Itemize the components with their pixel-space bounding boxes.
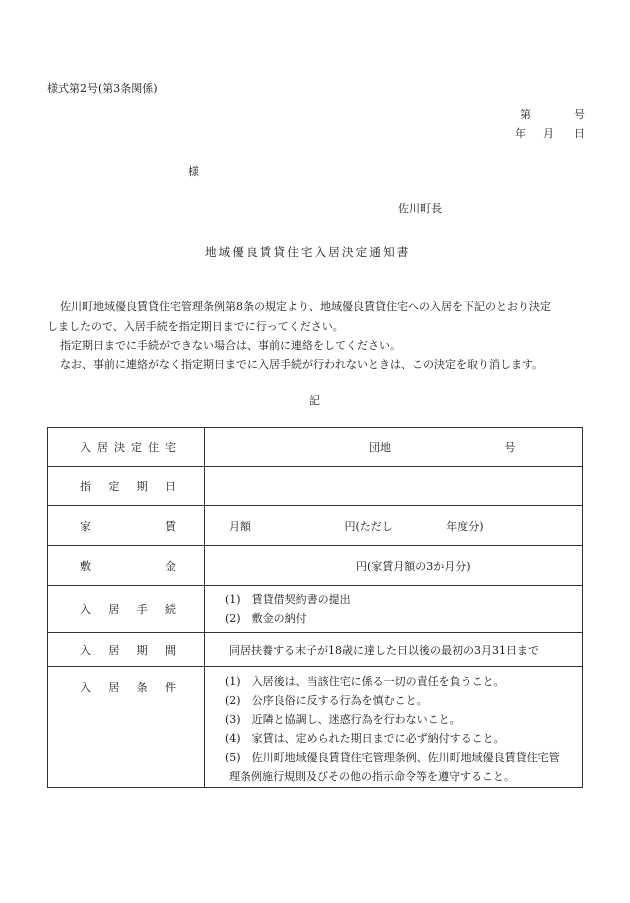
label-char: 手 xyxy=(136,603,148,616)
deposit-value: 円(家賃月額の3か月分) xyxy=(356,559,471,573)
designated-date-label-cell xyxy=(48,467,205,506)
danchi-text: 団地 xyxy=(369,441,391,454)
document-title: 地域優良賃貸住宅入居決定通知書 xyxy=(205,245,411,259)
label-char: 住 xyxy=(148,441,159,454)
label-char: 条 xyxy=(136,681,148,694)
conditions-value-cell xyxy=(205,667,583,788)
period-value-cell xyxy=(205,633,583,667)
conditions-label-cell xyxy=(48,667,205,788)
rent-label xyxy=(80,518,176,534)
label-char: 件 xyxy=(164,681,176,694)
rent-monthly: 月額 xyxy=(229,519,251,533)
body-line-1: 佐川町地域優良賃貸住宅管理条例第8条の規定より、地域優良賃貸住宅への入居を下記のとおり決定 xyxy=(60,300,551,313)
date-year: 年 xyxy=(515,127,526,140)
label-char: 金 xyxy=(165,559,176,573)
rent-label-cell xyxy=(48,506,205,546)
label-char: 居 xyxy=(108,643,120,657)
doc-number-dai: 第 xyxy=(520,108,531,121)
label-char: 定 xyxy=(131,441,142,454)
label-char: 日 xyxy=(164,480,176,493)
row-rent xyxy=(48,506,583,546)
label-char: 入 xyxy=(80,643,91,657)
form-number: 様式第2号(第3条関係) xyxy=(47,82,158,95)
body-line-4: なお、事前に連絡がなく指定期日までに入居手続が行われないときは、この決定を取り消します。 xyxy=(60,358,544,371)
rent-value-cell xyxy=(205,506,583,546)
deposit-label-cell xyxy=(48,546,205,586)
procedure-label-cell xyxy=(48,586,205,633)
rent-fiscal-year: 年度分) xyxy=(446,519,484,533)
period-label xyxy=(80,642,176,658)
procedure-label xyxy=(80,601,176,617)
procedure-item-2: (2) 敷金の納付 xyxy=(225,612,307,625)
period-value: 同居扶養する末子が18歳に達した日以後の最初の3月31日まで xyxy=(229,643,539,657)
label-char: 敷 xyxy=(80,559,91,573)
condition-item-2: (2) 公序良俗に反する行為を慎むこと。 xyxy=(225,694,428,707)
body-line-3: 指定期日までに手続ができない場合は、事前に連絡をしてください。 xyxy=(60,339,401,352)
date-month: 月 xyxy=(543,127,554,140)
label-char: 居 xyxy=(108,681,120,694)
label-char: 入 xyxy=(80,681,91,694)
label-char: 決 xyxy=(114,441,125,454)
conditions-label xyxy=(80,679,176,695)
label-char: 期 xyxy=(136,643,148,657)
label-char: 賃 xyxy=(165,519,176,533)
designated-date-label xyxy=(80,478,176,494)
go-text: 号 xyxy=(504,441,516,454)
label-char: 指 xyxy=(80,480,91,493)
condition-item-1: (1) 入居後は、当該住宅に係る一切の責任を負うこと。 xyxy=(225,675,505,688)
label-char: 続 xyxy=(164,603,176,616)
label-char: 定 xyxy=(108,480,120,493)
recipient-suffix: 様 xyxy=(188,165,199,178)
row-conditions xyxy=(48,667,583,788)
designated-date-value-cell[interactable] xyxy=(205,467,583,506)
label-char: 居 xyxy=(97,441,108,454)
deposit-value-cell xyxy=(205,546,583,586)
procedure-item-1: (1) 賃貸借契約書の提出 xyxy=(225,593,351,606)
residence-label xyxy=(80,439,176,455)
ki-marker: 記 xyxy=(309,394,320,407)
form-table xyxy=(47,427,583,788)
row-procedure xyxy=(48,586,583,633)
label-char: 家 xyxy=(80,519,91,533)
period-label-cell xyxy=(48,633,205,667)
rent-yen-note: 円(ただし xyxy=(344,519,393,533)
label-char: 居 xyxy=(108,603,120,616)
row-designated-date xyxy=(48,467,583,506)
row-period xyxy=(48,633,583,667)
row-residence xyxy=(48,428,583,467)
label-char: 間 xyxy=(164,643,176,657)
label-char: 入 xyxy=(80,603,91,616)
sender: 佐川町長 xyxy=(398,202,442,215)
residence-value-cell xyxy=(205,428,583,467)
condition-item-3: (3) 近隣と協調し、迷惑行為を行わないこと。 xyxy=(225,713,461,726)
label-char: 入 xyxy=(80,441,91,454)
body-line-2: しましたので、入居手続を指定期日までに行ってください。 xyxy=(47,320,344,333)
label-char: 期 xyxy=(136,480,148,493)
procedure-value-cell xyxy=(205,586,583,633)
row-deposit xyxy=(48,546,583,586)
condition-item-4: (4) 家賃は、定められた期日までに必ず納付すること。 xyxy=(225,732,505,745)
residence-label-cell xyxy=(48,428,205,467)
deposit-label xyxy=(80,558,176,574)
doc-number-go: 号 xyxy=(574,108,585,121)
label-char: 宅 xyxy=(165,441,176,454)
condition-item-5: (5) 佐川町地域優良賃貸住宅管理条例、佐川町地域優良賃貸住宅管 xyxy=(225,751,560,764)
condition-item-5-continuation: 理条例施行規則及びその他の指示命令等を遵守すること。 xyxy=(229,770,515,783)
date-day: 日 xyxy=(574,127,585,140)
